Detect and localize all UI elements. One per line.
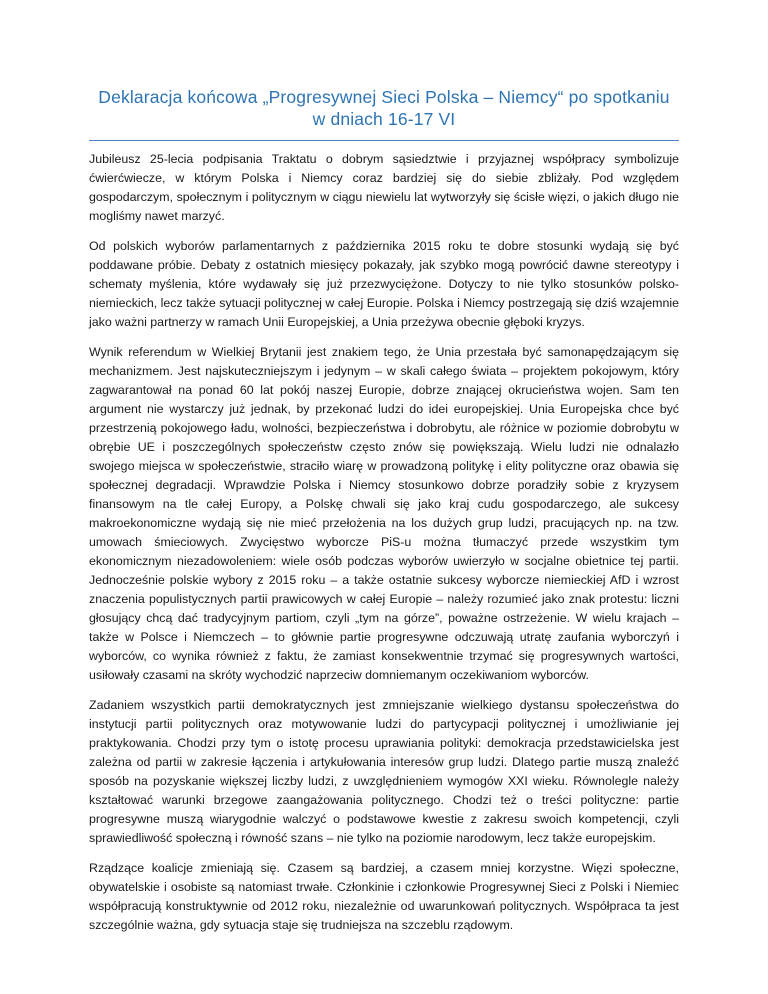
document-body: [89, 150, 679, 946]
paragraph-3: Wynik referendum w Wielkiej Brytanii jest znakiem tego, że Unia przestała być samonapędzającym się mechanizmem. Jest najskuteczniejszym i jedynym – w skali całego świata – projektem pokojowym, który zagwarantował na ponad 60 lat pokój naszej Europie, dobrze znającej okrucieństwa wojen. Sam ten argument nie wystarczy już jednak, by przekonać ludzi do idei europejskiej. Unia Europejska chce być przestrzenią pokojowego ładu, wolności, bezpieczeństwa i dobrobytu, ale różnice w poziomie dobrobytu w obrębie UE i poszczególnych społeczeństw często znów się powiększają. Wielu ludzi nie odnalazło swojego miejsca w społeczeństwie, straciło wiarę w prowadzoną politykę i elity polityczne oraz obawia się społecznej degradacji. Wprawdzie Polska i Niemcy stosunkowo dobrze poradziły sobie z kryzysem finansowym na tle całej Europy, a Polskę chwali się jako kraj cudu gospodarczego, ale sukcesy makroekonomiczne wydają się nie mieć przełożenia na los dużych grup ludzi, pracujących np. na tzw. umowach śmieciowych. Zwycięstwo wyborcze PiS-u można tłumaczyć przede wszystkim tym ekonomicznym niezadowoleniem: wiele osób podczas wyborów uwierzyło w socjalne obietnice tej partii. Jednocześnie polskie wybory z 2015 roku – a także ostatnie sukcesy wyborcze niemieckiej AfD i wzrost znaczenia populistycznych partii prawicowych w całej Europie – należy rozumieć jako znak protestu: liczni głosujący chcą dać tradycyjnym partiom, czyli „tym na górze”, poważne ostrzeżenie. W wielu krajach – także w Polsce i Niemczech – to głównie partie progresywne odczuwają utratę zaufania wyborczyń i wyborców, co wynika również z faktu, że zamiast konsekwentnie trzymać się progresywnych wartości, usiłowały czasami na skróty wychodzić naprzeciw domniemanym oczekiwaniom wyborców.: [89, 345, 679, 682]
paragraph-1: Jubileusz 25-lecia podpisania Traktatu o dobrym sąsiedztwie i przyjaznej współpracy symbolizuje ćwierćwiecze, w którym Polska i Niemcy coraz bardziej się do siebie zbliżały. Pod względem gospodarczym, społecznym i politycznym w ciągu niewielu lat wytworzyły się ścisłe więzi, o jakich długo nie mogliśmy nawet marzyć.: [89, 152, 679, 223]
paragraph-2: Od polskich wyborów parlamentarnych z października 2015 roku te dobre stosunki wydają się być poddawane próbie. Debaty z ostatnich miesięcy pokazały, jak szybko mogą powrócić dawne stereotypy i schematy myślenia, które wydawały się już przezwyciężone. Dotyczy to nie tylko stosunków polsko-niemieckich, lecz także sytuacji politycznej w całej Europie. Polska i Niemcy postrzegają się dziś wzajemnie jako ważni partnerzy w ramach Unii Europejskiej, a Unia przeżywa obecnie głęboki kryzys.: [89, 239, 679, 329]
title-divider: [89, 140, 679, 141]
paragraph-4: Zadaniem wszystkich partii demokratycznych jest zmniejszanie wielkiego dystansu społeczeństwa do instytucji partii politycznych oraz motywowanie ludzi do partycypacji politycznej i umożliwianie jej praktykowania. Chodzi przy tym o istotę procesu uprawiania polityki: demokracja przedstawicielska jest zależna od partii w zakresie łączenia i artykułowania interesów grup ludzi. Dlatego partie muszą znaleźć sposób na pozyskanie większej liczby ludzi, z uwzględnieniem wymogów XXI wieku. Równolegle należy kształtować warunki brzegowe zaangażowania politycznego. Chodzi też o treści polityczne: partie progresywne muszą wiarygodnie walczyć o podstawowe kwestie z zakresu swoich kompetencji, czyli sprawiedliwość społeczną i równość szans – nie tylko na poziomie narodowym, lecz także europejskim.: [89, 698, 679, 845]
paragraph-5: Rządzące koalicje zmieniają się. Czasem są bardziej, a czasem mniej korzystne. Więzi społeczne, obywatelskie i osobiste są natomiast trwałe. Członkinie i członkowie Progresywnej Sieci z Polski i Niemiec współpracują konstruktywnie od 2012 roku, niezależnie od uwarunkowań politycznych. Współpraca ta jest szczególnie ważna, gdy sytuacja staje się trudniejsza na szczeblu rządowym.: [89, 861, 679, 932]
document-title: Deklaracja końcowa „Progresywnej Sieci Polska – Niemcy“ po spotkaniu w dniach 16-17 VI: [98, 87, 670, 129]
